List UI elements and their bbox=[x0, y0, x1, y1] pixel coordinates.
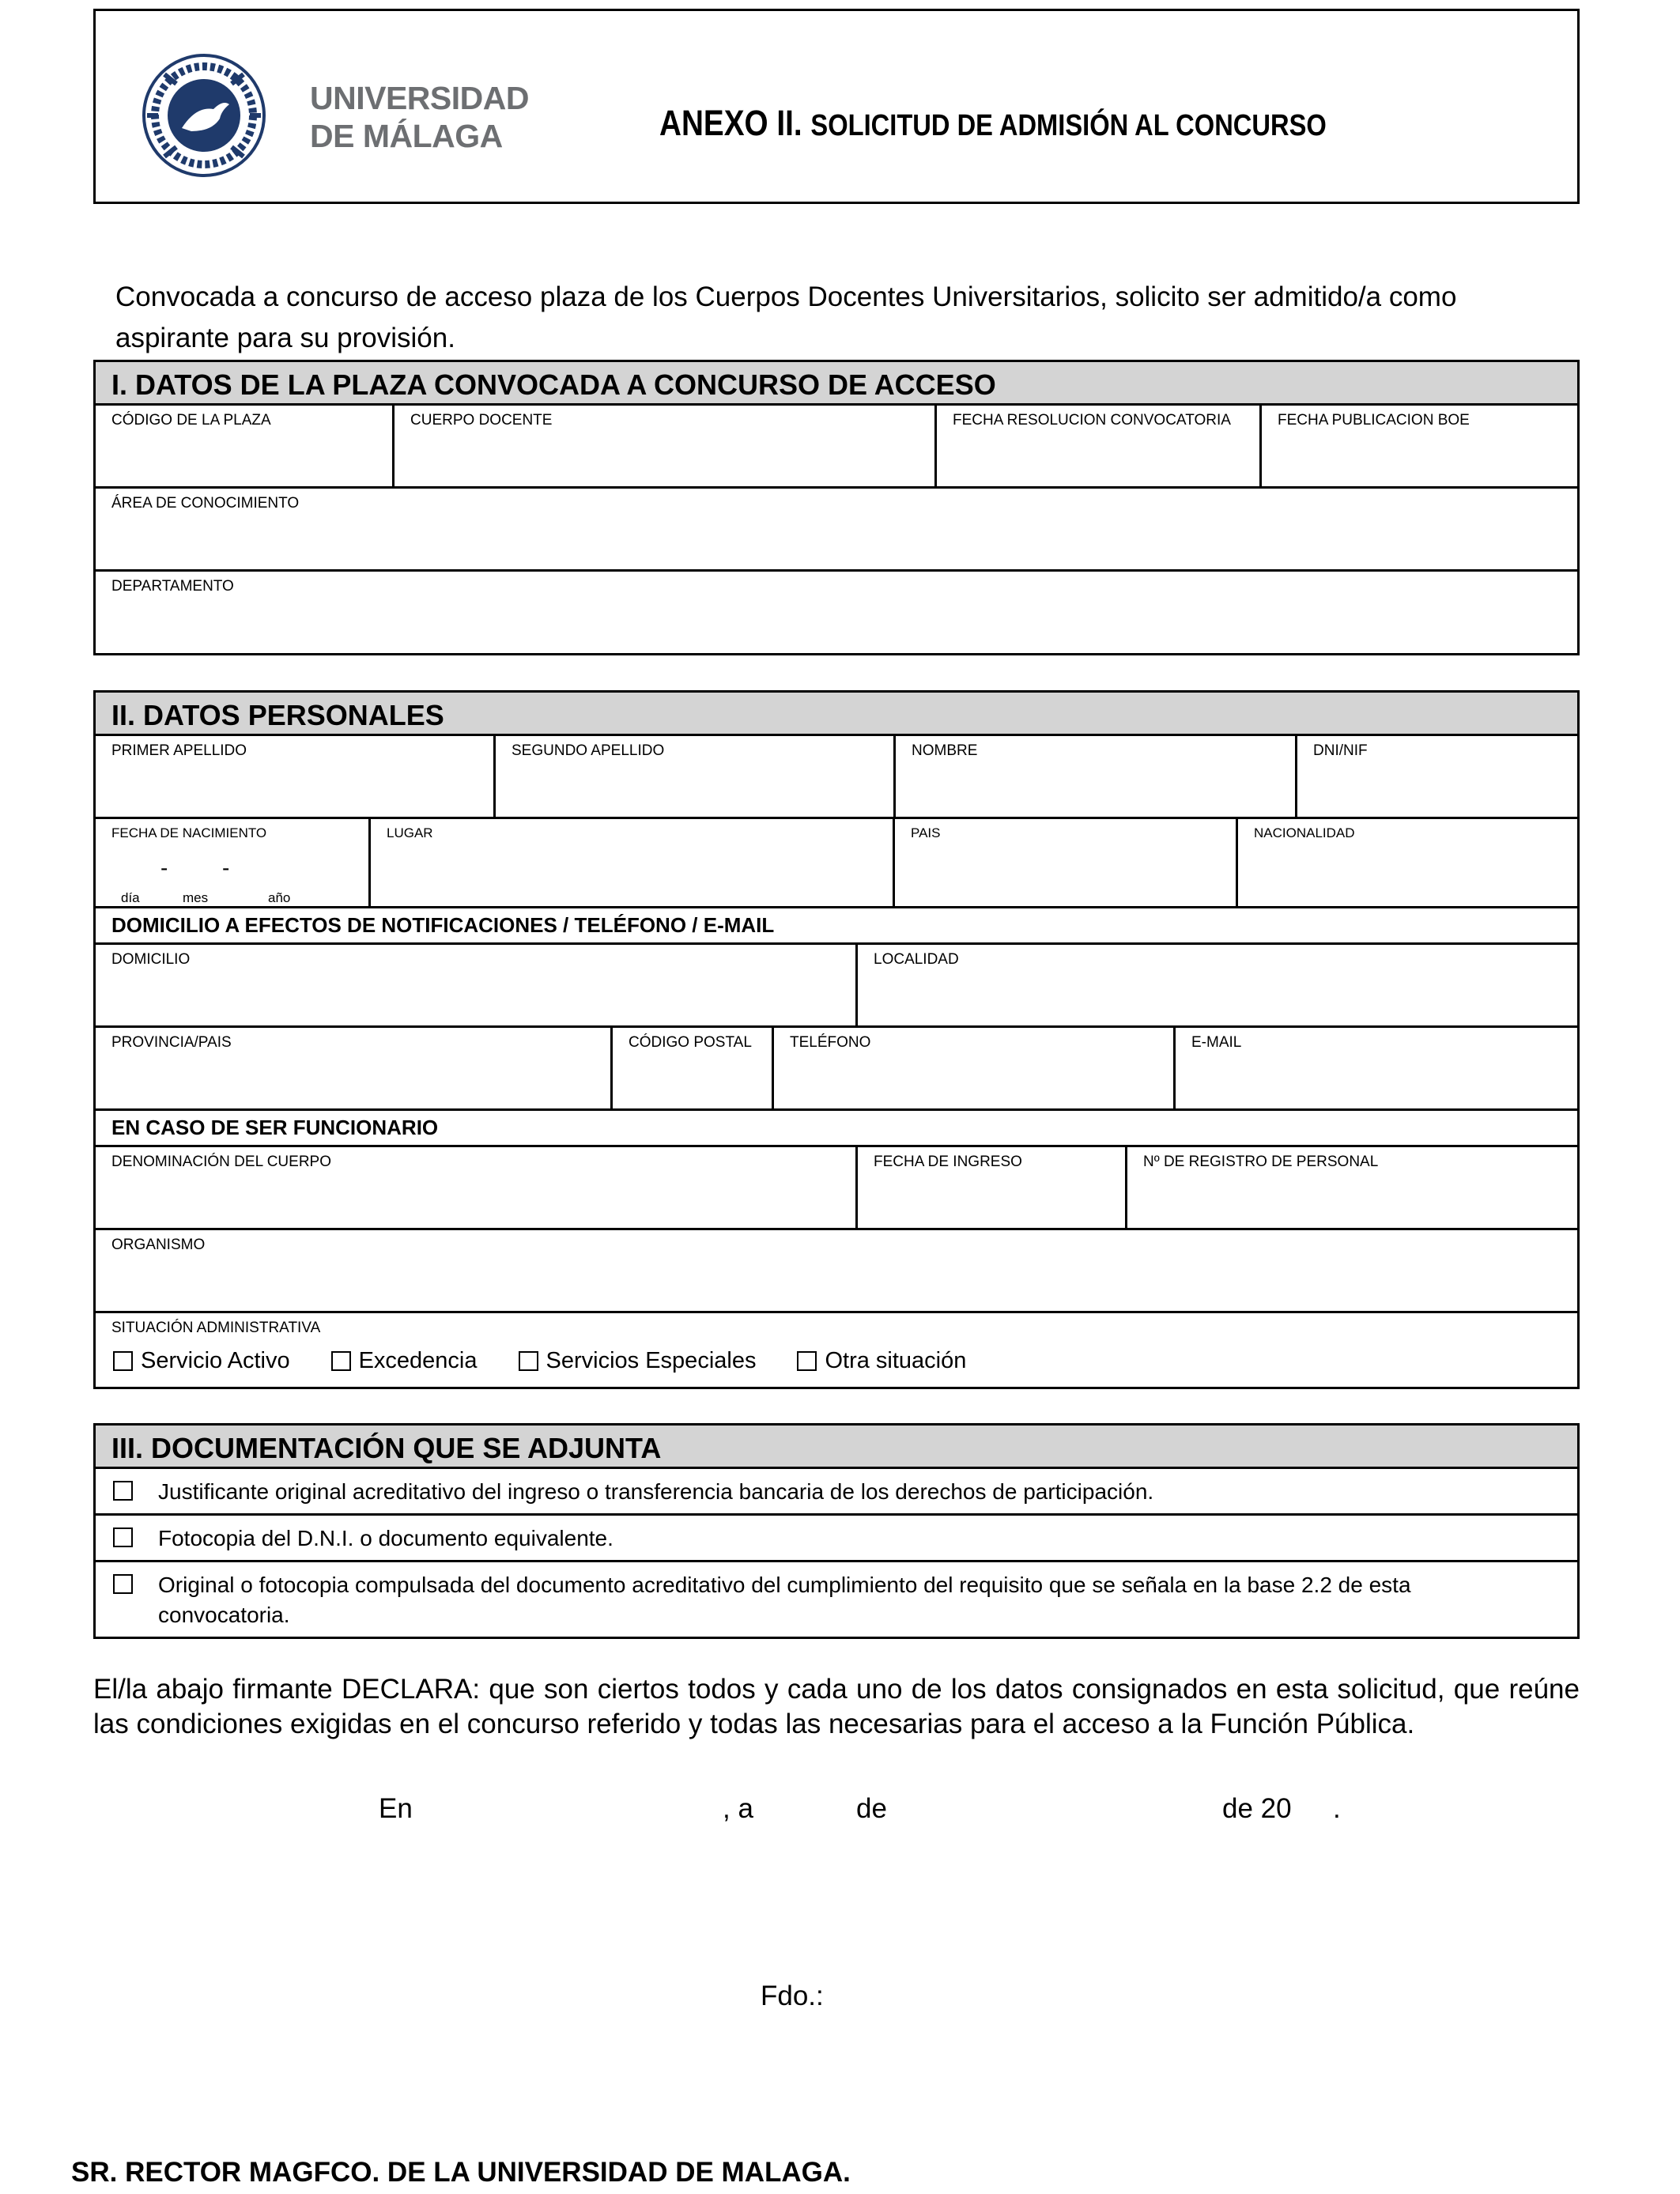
section-documentacion bbox=[93, 1423, 1580, 1639]
section-plaza-title: I. DATOS DE LA PLAZA CONVOCADA A CONCURSO DE ACCESO bbox=[96, 362, 1577, 406]
codigo-plaza-label: CÓDIGO DE LA PLAZA bbox=[111, 412, 271, 429]
provincia-field[interactable] bbox=[96, 1028, 613, 1108]
document-title bbox=[659, 103, 1327, 144]
situacion-options bbox=[96, 1348, 1577, 1374]
dni-label: DNI/NIF bbox=[1313, 742, 1368, 759]
denominacion-cuerpo-field[interactable] bbox=[96, 1147, 858, 1228]
mes-label: mes bbox=[183, 890, 209, 905]
doc-label: Original o fotocopia compulsada del documento acreditativo del cumplimiento del requisito que se señala en la base 2.2 de esta convocatoria. bbox=[158, 1573, 1411, 1627]
funcionario-header: EN CASO DE SER FUNCIONARIO bbox=[96, 1111, 1577, 1147]
signature-label: Fdo.: bbox=[761, 1981, 824, 2011]
option-servicio-activo[interactable] bbox=[113, 1348, 290, 1374]
segundo-apellido-label: SEGUNDO APELLIDO bbox=[512, 742, 665, 759]
provincia-label: PROVINCIA/PAIS bbox=[111, 1034, 232, 1051]
situacion-label: SITUACIÓN ADMINISTRATIVA bbox=[111, 1320, 321, 1336]
option-label: Servicio Activo bbox=[141, 1348, 290, 1373]
date-period: . bbox=[1333, 1793, 1341, 1824]
checkbox[interactable] bbox=[519, 1351, 538, 1371]
segundo-apellido-field[interactable] bbox=[496, 736, 896, 817]
area-conocimiento-field[interactable] bbox=[96, 489, 1577, 569]
date-separator: - bbox=[222, 855, 230, 880]
date-separator: - bbox=[160, 855, 168, 880]
pais-field[interactable] bbox=[895, 819, 1238, 906]
cuerpo-docente-label: CUERPO DOCENTE bbox=[410, 412, 553, 429]
nombre-label: NOMBRE bbox=[912, 742, 978, 759]
pais-label: PAIS bbox=[911, 825, 941, 840]
fecha-nacimiento-field[interactable] bbox=[96, 819, 371, 906]
title-rest: SOLICITUD DE ADMISIÓN AL CONCURSO bbox=[810, 109, 1327, 142]
email-label: E-MAIL bbox=[1191, 1034, 1242, 1051]
telefono-field[interactable] bbox=[774, 1028, 1176, 1108]
date-de20-label: de 20 bbox=[1222, 1793, 1292, 1824]
university-seal-logo bbox=[141, 52, 267, 179]
place-en-label: En bbox=[379, 1793, 413, 1824]
place-a-label: , a bbox=[723, 1793, 753, 1824]
checkbox[interactable] bbox=[113, 1481, 133, 1501]
nombre-field[interactable] bbox=[896, 736, 1297, 817]
localidad-label: LOCALIDAD bbox=[874, 951, 959, 968]
checkbox[interactable] bbox=[797, 1351, 817, 1371]
fecha-nacimiento-label: FECHA DE NACIMIENTO bbox=[111, 825, 267, 840]
dia-label: día bbox=[121, 890, 140, 905]
option-label: Otra situación bbox=[825, 1348, 967, 1373]
organismo-label: ORGANISMO bbox=[111, 1237, 206, 1253]
dni-field[interactable] bbox=[1297, 736, 1577, 817]
fecha-resolucion-label: FECHA RESOLUCION CONVOCATORIA bbox=[953, 412, 1231, 429]
fecha-boe-label: FECHA PUBLICACION BOE bbox=[1278, 412, 1470, 429]
anio-label: año bbox=[268, 890, 291, 905]
doc-label: Justificante original acreditativo del ingreso o transferencia bancaria de los derechos de participación. bbox=[158, 1479, 1154, 1504]
codigo-postal-field[interactable] bbox=[613, 1028, 774, 1108]
departamento-label: DEPARTAMENTO bbox=[111, 578, 234, 595]
section-datos-personales bbox=[93, 690, 1580, 1389]
intro-text: Convocada a concurso de acceso plaza de los Cuerpos Docentes Universitarios, solicito ser admitido/a como aspirante para su provisión. bbox=[115, 281, 1457, 353]
university-name-line1: UNIVERSIDAD bbox=[310, 80, 529, 116]
localidad-field[interactable] bbox=[858, 945, 1577, 1025]
fecha-boe-field[interactable] bbox=[1262, 406, 1577, 486]
registro-personal-label: Nº DE REGISTRO DE PERSONAL bbox=[1143, 1154, 1379, 1170]
university-name-line2: DE MÁLAGA bbox=[310, 118, 503, 154]
denominacion-cuerpo-label: DENOMINACIÓN DEL CUERPO bbox=[111, 1154, 331, 1170]
section-personal-title: II. DATOS PERSONALES bbox=[96, 693, 1577, 736]
option-label: Servicios Especiales bbox=[546, 1348, 757, 1373]
doc-label: Fotocopia del D.N.I. o documento equivalente. bbox=[158, 1526, 613, 1550]
domicilio-field[interactable] bbox=[96, 945, 858, 1025]
date-de-label: de bbox=[856, 1793, 887, 1824]
fecha-resolucion-field[interactable] bbox=[937, 406, 1262, 486]
codigo-postal-label: CÓDIGO POSTAL bbox=[629, 1034, 752, 1051]
fecha-ingreso-field[interactable] bbox=[858, 1147, 1127, 1228]
checkbox[interactable] bbox=[331, 1351, 351, 1371]
registro-personal-field[interactable] bbox=[1127, 1147, 1577, 1228]
doc-item-requisito[interactable] bbox=[96, 1562, 1577, 1637]
cuerpo-docente-field[interactable] bbox=[395, 406, 937, 486]
checkbox[interactable] bbox=[113, 1351, 133, 1371]
domicilio-label: DOMICILIO bbox=[111, 951, 191, 968]
domicilio-header: DOMICILIO A EFECTOS DE NOTIFICACIONES / TELÉFONO / E-MAIL bbox=[96, 908, 1577, 945]
option-otra-situacion[interactable] bbox=[797, 1348, 966, 1374]
title-annex: ANEXO II. bbox=[659, 103, 802, 143]
doc-item-dni[interactable] bbox=[96, 1516, 1577, 1562]
fecha-ingreso-label: FECHA DE INGRESO bbox=[874, 1154, 1022, 1170]
option-excedencia[interactable] bbox=[331, 1348, 478, 1374]
checkbox[interactable] bbox=[113, 1574, 133, 1594]
lugar-field[interactable] bbox=[371, 819, 895, 906]
primer-apellido-field[interactable] bbox=[96, 736, 496, 817]
departamento-field[interactable] bbox=[96, 572, 1577, 653]
checkbox[interactable] bbox=[113, 1527, 133, 1547]
university-name bbox=[310, 79, 529, 155]
doc-item-justificante[interactable] bbox=[96, 1469, 1577, 1516]
lugar-label: LUGAR bbox=[387, 825, 433, 840]
nacionalidad-field[interactable] bbox=[1238, 819, 1577, 906]
codigo-plaza-field[interactable] bbox=[96, 406, 395, 486]
declaration-text: El/la abajo firmante DECLARA: que son ciertos todos y cada uno de los datos consignados en esta solicitud, que reúne las condiciones exigidas en el concurso referido y todas las necesarias para el acceso a la Función Pública. bbox=[93, 1674, 1580, 1739]
nacionalidad-label: NACIONALIDAD bbox=[1254, 825, 1355, 840]
addressee: SR. RECTOR MAGFCO. DE LA UNIVERSIDAD DE MALAGA. bbox=[71, 2157, 851, 2188]
primer-apellido-label: PRIMER APELLIDO bbox=[111, 742, 247, 759]
organismo-field[interactable] bbox=[96, 1230, 1577, 1311]
section-documentacion-title: III. DOCUMENTACIÓN QUE SE ADJUNTA bbox=[96, 1426, 1577, 1469]
telefono-label: TELÉFONO bbox=[790, 1034, 871, 1051]
area-conocimiento-label: ÁREA DE CONOCIMIENTO bbox=[111, 495, 300, 512]
section-plaza bbox=[93, 360, 1580, 655]
email-field[interactable] bbox=[1176, 1028, 1577, 1108]
option-servicios-especiales[interactable] bbox=[519, 1348, 757, 1374]
option-label: Excedencia bbox=[358, 1348, 478, 1373]
